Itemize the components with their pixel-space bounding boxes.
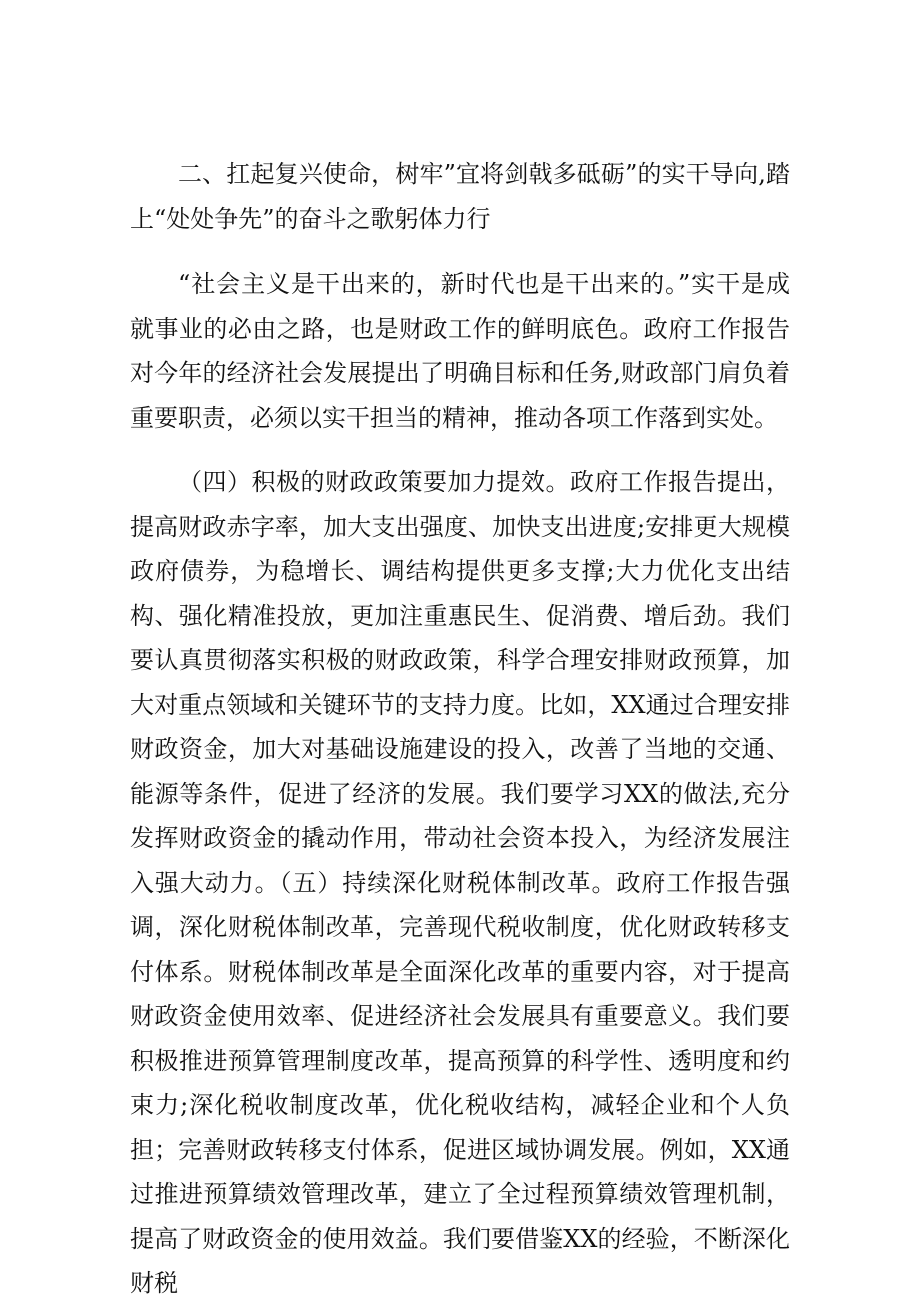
paragraph-fiscal-policy: （四）积极的财政政策要加力提效。政府工作报告提出，提高财政赤字率，加大支出强度、加快支出进度;安排更大规模政府债券，为稳增长、调结构提供更多支撑;大力优化支出结构、强化精准投放，更加注重惠民生、促消费、增后劲。我们要认真贯彻落实积极的财政政策，科学合理安排财政预算，加大对重点领域和关键环节的支持力度。比如，XX通过合理安排财政资金，加大对基础设施建设的投入，改善了当地的交通、能源等条件，促进了经济的发展。我们要学习XX的做法,充分发挥财政资金的撬动作用，带动社会资本投入，为经济发展注入强大动力。（五）持续深化财税体制改革。政府工作报告强调，深化财税体制改革，完善现代税收制度，优化财政转移支付体系。财税体制改革是全面深化改革的重要内容，对于提高财政资金使用效率、促进经济社会发展具有重要意义。我们要积极推进预算管理制度改革，提高预算的科学性、透明度和约束力;深化税收制度改革，优化税收结构，减轻企业和个人负担；完善财政转移支付体系，促进区域协调发展。例如，XX通过推进预算绩效管理改革，建立了全过程预算绩效管理机制，提高了财政资金的使用效益。我们要借鉴XX的经验，不断深化财税: [130, 468, 790, 1297]
document-body: [130, 152, 790, 1306]
section-heading: 二、扛起复兴使命，树牢”宜将剑戟多砥砺”的实干导向,踏上“处处争先”的奋斗之歌躬体力行: [130, 160, 790, 233]
paragraph-intro: “社会主义是干出来的，新时代也是干出来的。”实干是成就事业的必由之路，也是财政工作的鲜明底色。政府工作报告对今年的经济社会发展提出了明确目标和任务,财政部门肩负着重要职责，必须以实干担当的精神，推动各项工作落到实处。: [130, 270, 790, 432]
